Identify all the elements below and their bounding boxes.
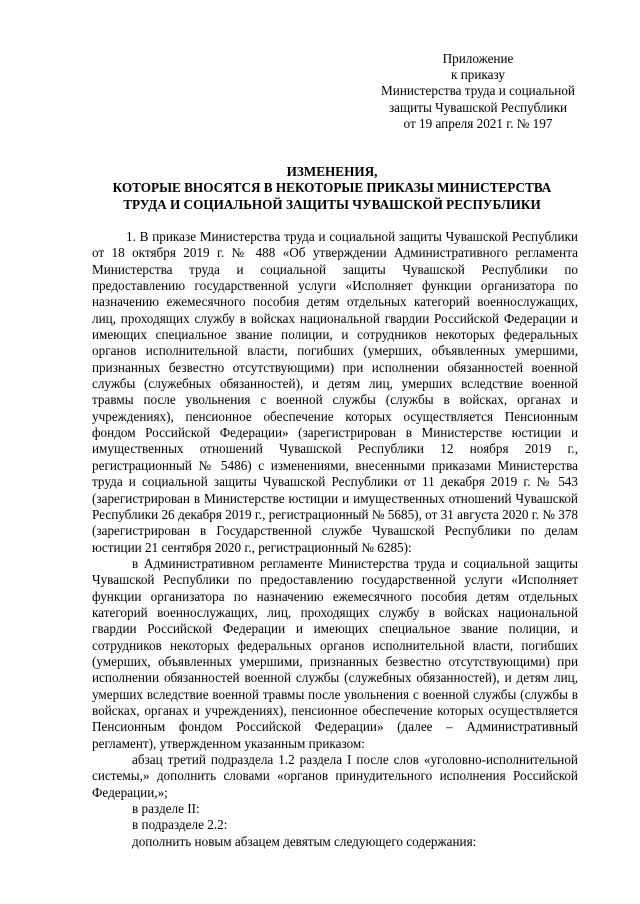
paragraph: в Административном регламенте Министерства труда и социальной защиты Чувашской Республики по предоставлению государственной услуги «Исполняет функции организатора по назначению ежемесячного пособия детям отдельных категорий военнослужащих, лиц, проходящих службу в войсках национальной гвардии Российской Федерации и имеющих специальное звание полиции, и сотрудников некоторых федеральных органов исполнительной власти, погибших (умерших, объявленных умершими, признанных безвестно отсутствующими) при исполнении обязанностей военной службы (служебных обязанностей), и детям лиц, умерших вследствие военной травмы после увольнения с военной службы (службы в войсках, органах и учреждениях), пенсионное обеспечение которых осуществляется Пенсионным фондом Российской Федерации» (далее – Административный регламент), утвержденном указанным приказом: — [92, 555, 578, 751]
appendix-line: от 19 апреля 2021 г. № 197 — [403, 115, 553, 131]
paragraph: дополнить новым абзацем девятым следующего содержания: — [132, 833, 477, 849]
paragraph: в подразделе 2.2: — [132, 817, 228, 833]
title-line: КОТОРЫЕ ВНОСЯТСЯ В НЕКОТОРЫЕ ПРИКАЗЫ МИНИСТЕРСТВА — [112, 180, 552, 196]
paragraph: абзац третий подраздела 1.2 раздела I после слов «уголовно-исполнительной системы,» дополнить словами «органов принудительного исполнения Российской Федерации,»; — [92, 752, 578, 800]
title-line: ТРУДА И СОЦИАЛЬНОЙ ЗАЩИТЫ ЧУВАШСКОЙ РЕСПУБЛИКИ — [123, 196, 541, 212]
appendix-block — [368, 51, 588, 132]
document-body — [92, 229, 578, 850]
title-line: ИЗМЕНЕНИЯ, — [286, 164, 378, 179]
appendix-line: Министерства труда и социальной — [381, 83, 575, 99]
paragraph: в разделе II: — [132, 801, 200, 817]
paragraph-item-1: 1. В приказе Министерства труда и социальной защиты Чувашской Республики от 18 октября 2019 г. № 488 «Об утверждении Административного регламента Министерства труда и социальной защиты Чувашской Республики по предоставлению государственной услуги «Исполняет функции организатора по назначению ежемесячного пособия детям отдельных категорий военнослужащих, лиц, проходящих службу в войсках национальной гвардии Российской Федерации и имеющих специальное звание полиции, и сотрудников некоторых федеральных органов исполнительной власти, погибших (умерших, объявленных умершими, признанных безвестно отсутствующими) при исполнении обязанностей военной службы (служебных обязанностей), и детям лиц, умерших вследствие военной травмы после увольнения с военной службы (службы в войсках, органах и учреждениях), пенсионное обеспечение которых осуществляется Пенсионным фондом Российской Федерации» (зарегистрирован в Министерстве юстиции и имущественных отношений Чувашской Республики 12 ноября 2019 г., регистрационный № 5486) с изменениями, внесенными приказами Министерства труда и социальной защиты Чувашской Республики от 11 декабря 2019 г. № 543 (зарегистрирован в Министерстве юстиции и имущественных отношений Чувашской Республики 26 декабря 2019 г., регистрационный № 5685), от 31 августа 2020 г. № 378 (зарегистрирован в Государственной службе Чувашской Республики по делам юстиции 21 сентября 2020 г., регистрационный № 6285): — [92, 229, 578, 555]
appendix-line: защиты Чувашской Республики — [388, 99, 568, 115]
appendix-line: Приложение — [442, 51, 514, 66]
document-title — [92, 164, 572, 213]
appendix-line: к приказу — [451, 67, 505, 83]
